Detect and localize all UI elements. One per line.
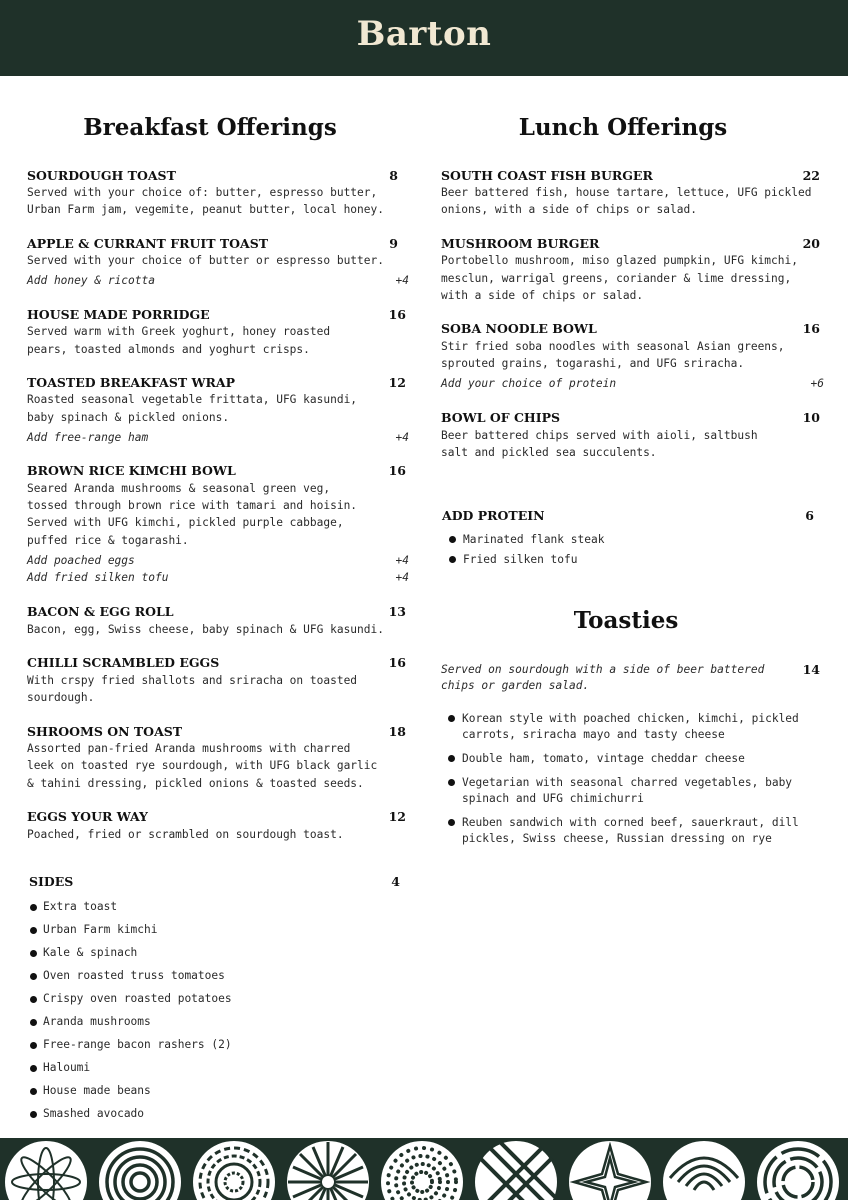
toastie-item-label: spinach and UFG chimichurri xyxy=(462,792,644,805)
sides-item-label: Urban Farm kimchi xyxy=(43,923,158,936)
sides-item-label: Aranda mushrooms xyxy=(43,1015,151,1028)
bullet-icon xyxy=(448,755,455,762)
toastie-item-label: Double ham, tomato, vintage cheddar cheese xyxy=(462,752,745,765)
item-name: MUSHROOM BURGER xyxy=(441,236,600,251)
item-name: SOURDOUGH TOAST xyxy=(27,168,176,183)
toasties-intro: Served on sourdough with a side of beer battered xyxy=(441,663,765,676)
item-desc: With crspy fried shallots and sriracha on toasted xyxy=(27,674,358,687)
weave-medallion-icon xyxy=(475,1141,557,1200)
sides-item-label: Crispy oven roasted potatoes xyxy=(43,992,232,1005)
item-name: BOWL OF CHIPS xyxy=(441,410,561,425)
star-medallion-icon xyxy=(569,1141,651,1200)
bullet-icon xyxy=(30,1042,37,1049)
item-desc: pears, toasted almonds and yoghurt crisps. xyxy=(27,343,310,356)
bullet-icon xyxy=(30,973,37,980)
bullet-icon xyxy=(449,536,456,543)
item-price: 20 xyxy=(802,236,820,251)
item-desc: Seared Aranda mushrooms & seasonal green veg, xyxy=(27,482,331,495)
sides-title: SIDES xyxy=(29,874,74,889)
scalloped-medallion-icon xyxy=(193,1141,275,1200)
addon-price: +4 xyxy=(395,554,409,567)
bullet-icon xyxy=(448,779,455,786)
item-price: 10 xyxy=(802,410,820,425)
bullet-icon xyxy=(30,950,37,957)
toastie-item-label: Korean style with poached chicken, kimchi, pickled xyxy=(462,712,799,725)
item-desc: baby spinach & pickled onions. xyxy=(27,411,230,424)
item-name: APPLE & CURRANT FRUIT TOAST xyxy=(27,236,269,251)
item-desc: Urban Farm jam, vegemite, peanut butter, local honey. xyxy=(27,203,384,216)
item-desc: Roasted seasonal vegetable frittata, UFG kasundi, xyxy=(27,393,358,406)
item-name: BACON & EGG ROLL xyxy=(27,604,174,619)
decorative-footer-pattern xyxy=(0,1138,848,1200)
item-name: SOUTH COAST FISH BURGER xyxy=(441,168,653,183)
sides-item-label: Oven roasted truss tomatoes xyxy=(43,969,225,982)
bullet-icon xyxy=(30,1111,37,1118)
item-name: EGGS YOUR WAY xyxy=(27,809,148,824)
pattern-icon xyxy=(0,1138,848,1200)
protein-item-label: Marinated flank steak xyxy=(463,533,605,546)
item-desc: leek on toasted rye sourdough, with UFG black garlic xyxy=(27,759,378,772)
toasties-price: 14 xyxy=(802,662,820,677)
item-name: SOBA NOODLE BOWL xyxy=(441,321,597,336)
bullet-icon xyxy=(30,1088,37,1095)
add-protein-title: ADD PROTEIN xyxy=(442,508,545,523)
item-desc: sprouted grains, togarashi, and UFG sriracha. xyxy=(441,357,745,370)
sides-item-label: House made beans xyxy=(43,1084,151,1097)
item-price: 12 xyxy=(388,809,406,824)
addon-price: +4 xyxy=(395,431,409,444)
item-desc: & tahini dressing, pickled onions & toasted seeds. xyxy=(27,777,364,790)
bullet-icon xyxy=(448,715,455,722)
bullet-icon xyxy=(448,819,455,826)
item-desc: Assorted pan-fried Aranda mushrooms with charred xyxy=(27,742,351,755)
item-desc: sourdough. xyxy=(27,691,95,704)
item-desc: tossed through brown rice with tamari and hoisin. xyxy=(27,499,358,512)
bullet-icon xyxy=(30,927,37,934)
addon-label: Add poached eggs xyxy=(27,554,135,567)
item-desc: Poached, fried or scrambled on sourdough toast. xyxy=(27,828,344,841)
toastie-item-label: pickles, Swiss cheese, Russian dressing on rye xyxy=(462,832,772,845)
item-desc: Beer battered chips served with aioli, saltbush xyxy=(441,429,758,442)
item-desc: salt and pickled sea succulents. xyxy=(441,446,657,459)
item-desc: Bacon, egg, Swiss cheese, baby spinach & UFG kasundi. xyxy=(27,623,384,636)
addon-label: Add fried silken tofu xyxy=(27,571,169,584)
addon-label: Add free-range ham xyxy=(27,431,149,444)
item-price: 16 xyxy=(802,321,820,336)
addon-label: Add your choice of protein xyxy=(441,377,617,390)
item-desc: mesclun, warrigal greens, coriander & lime dressing, xyxy=(441,272,792,285)
item-name: CHILLI SCRAMBLED EGGS xyxy=(27,655,220,670)
sides-item-label: Free-range bacon rashers (2) xyxy=(43,1038,232,1051)
flower-medallion-icon xyxy=(5,1141,87,1200)
item-price: 16 xyxy=(388,307,406,322)
item-price: 8 xyxy=(389,168,398,183)
item-price: 16 xyxy=(388,655,406,670)
item-desc: Served with your choice of butter or espresso butter. xyxy=(27,254,384,267)
toastie-item-label: carrots, sriracha mayo and tasty cheese xyxy=(462,728,725,741)
shell-medallion-icon xyxy=(663,1141,745,1200)
item-desc: Served with your choice of: butter, espresso butter, xyxy=(27,186,378,199)
item-desc: Portobello mushroom, miso glazed pumpkin, UFG kimchi, xyxy=(441,254,798,267)
item-desc: Beer battered fish, house tartare, lettuce, UFG pickled xyxy=(441,186,812,199)
item-desc: puffed rice & togarashi. xyxy=(27,534,189,547)
item-price: 18 xyxy=(388,724,406,739)
item-price: 9 xyxy=(389,236,398,251)
addon-price: +4 xyxy=(395,274,409,287)
sides-price: 4 xyxy=(391,874,400,889)
bullet-icon xyxy=(30,904,37,911)
item-price: 13 xyxy=(388,604,406,619)
brand-logo: Barton xyxy=(356,14,492,54)
sides-item-label: Kale & spinach xyxy=(43,946,138,959)
item-name: HOUSE MADE PORRIDGE xyxy=(27,307,210,322)
bullet-icon xyxy=(449,556,456,563)
addon-price: +4 xyxy=(395,571,409,584)
breakfast-title: Breakfast Offerings xyxy=(83,114,337,141)
bullet-icon xyxy=(30,1019,37,1026)
lunch-title: Lunch Offerings xyxy=(518,114,728,141)
item-desc: Stir fried soba noodles with seasonal Asian greens, xyxy=(441,340,785,353)
toastie-item-label: Vegetarian with seasonal charred vegetables, baby xyxy=(462,776,793,789)
sides-item-label: Smashed avocado xyxy=(43,1107,145,1120)
add-protein-price: 6 xyxy=(805,508,814,523)
item-price: 12 xyxy=(388,375,406,390)
item-name: SHROOMS ON TOAST xyxy=(27,724,183,739)
sides-item-label: Haloumi xyxy=(43,1061,91,1074)
item-desc: Served with UFG kimchi, pickled purple cabbage, xyxy=(27,516,344,529)
item-price: 16 xyxy=(388,463,406,478)
bullet-icon xyxy=(30,996,37,1003)
item-desc: Served warm with Greek yoghurt, honey roasted xyxy=(27,325,331,338)
toastie-item-label: Reuben sandwich with corned beef, sauerkraut, dill xyxy=(462,816,799,829)
dotted-medallion-icon xyxy=(381,1141,463,1200)
item-name: TOASTED BREAKFAST WRAP xyxy=(27,375,236,390)
maze-medallion-icon xyxy=(757,1141,839,1200)
sunburst-medallion-icon xyxy=(287,1141,369,1200)
toasties-intro: chips or garden salad. xyxy=(441,679,590,692)
bullet-icon xyxy=(30,1065,37,1072)
header-bar xyxy=(0,0,848,76)
addon-price: +6 xyxy=(810,377,824,390)
spiral-medallion-icon xyxy=(99,1141,181,1200)
item-desc: onions, with a side of chips or salad. xyxy=(441,203,697,216)
sides-item-label: Extra toast xyxy=(43,900,118,913)
item-desc: with a side of chips or salad. xyxy=(441,289,644,302)
protein-item-label: Fried silken tofu xyxy=(463,553,578,566)
addon-label: Add honey & ricotta xyxy=(27,274,155,287)
toasties-title: Toasties xyxy=(573,607,679,634)
item-price: 22 xyxy=(802,168,820,183)
item-name: BROWN RICE KIMCHI BOWL xyxy=(27,463,236,478)
